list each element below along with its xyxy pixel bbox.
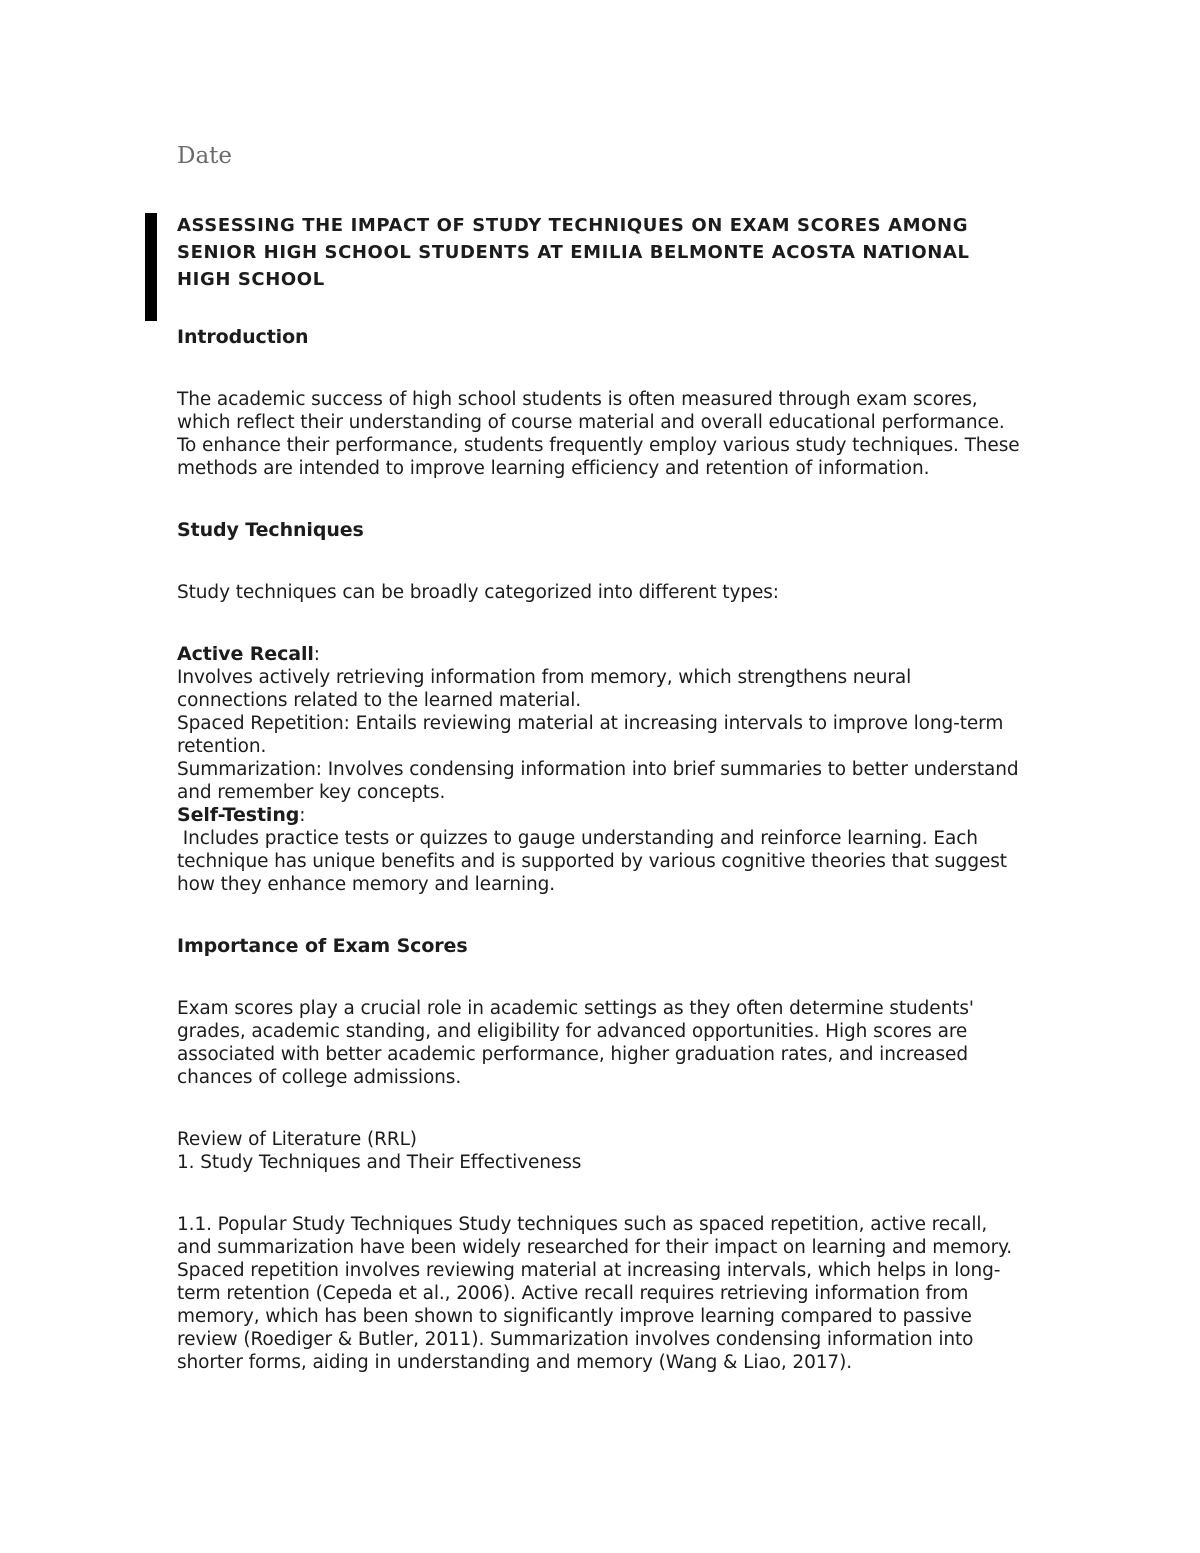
review-subheading: 1. Study Techniques and Their Effectiveness	[177, 1152, 582, 1173]
exam-scores-paragraph: Exam scores play a crucial role in academic settings as they often determine students' grades, academic standing, and eligibility for advanced opportunities. High scores are associated with better academic performance, higher graduation rates, and increased chances of college admissions.	[177, 998, 974, 1088]
exam-scores-heading: Importance of Exam Scores	[177, 935, 468, 957]
summarization-text: Summarization: Involves condensing information into brief summaries to better understand and remember key concepts.	[177, 759, 1019, 803]
review-paragraph: 1.1. Popular Study Techniques Study techniques such as spaced repetition, active recall, and summarization have been widely researched for their impact on learning and memory. Spaced repetition involves reviewing material at increasing intervals, which helps in long-term retention (Cepeda et al., 2006). Active recall requires retrieving information from memory, which has been shown to significantly improve learning compared to passive review (Roediger & Butler, 2011). Summarization involves condensing information into shorter forms, aiding in understanding and memory (Wang & Liao, 2017).	[177, 1214, 1013, 1373]
document-body	[177, 212, 1027, 1374]
active-recall-label: Active Recall	[177, 643, 314, 665]
introduction-paragraph: The academic success of high school students is often measured through exam scores, which reflect their understanding of course material and overall educational performance. To enhance their performance, students frequently employ various study techniques. These methods are intended to improve learning efficiency and retention of information.	[177, 389, 1020, 479]
introduction-heading: Introduction	[177, 326, 309, 348]
title-marker-bar	[145, 213, 157, 321]
date-label: Date	[177, 143, 233, 169]
study-techniques-lead: Study techniques can be broadly categorized into different types:	[177, 582, 779, 603]
study-techniques-heading: Study Techniques	[177, 519, 364, 541]
active-recall-heading: Active Recall:	[177, 643, 320, 665]
active-recall-text: Involves actively retrieving information from memory, which strengthens neural connections related to the learned material.	[177, 667, 912, 711]
self-testing-text: Includes practice tests or quizzes to gauge understanding and reinforce learning. Each technique has unique benefits and is supported by various cognitive theories that suggest how they enhance memory and learning.	[177, 828, 1013, 895]
self-testing-heading: Self-Testing:	[177, 804, 306, 826]
review-heading: Review of Literature (RRL)	[177, 1129, 417, 1150]
spaced-repetition-text: Spaced Repetition: Entails reviewing material at increasing intervals to improve long-term retention.	[177, 713, 1004, 757]
document-title: ASSESSING THE IMPACT OF STUDY TECHNIQUES ON EXAM SCORES AMONG SENIOR HIGH SCHOOL STUDENTS AT EMILIA BELMONTE ACOSTA NATIONAL HIGH SCHOOL	[177, 215, 970, 290]
self-testing-label: Self-Testing	[177, 804, 300, 826]
